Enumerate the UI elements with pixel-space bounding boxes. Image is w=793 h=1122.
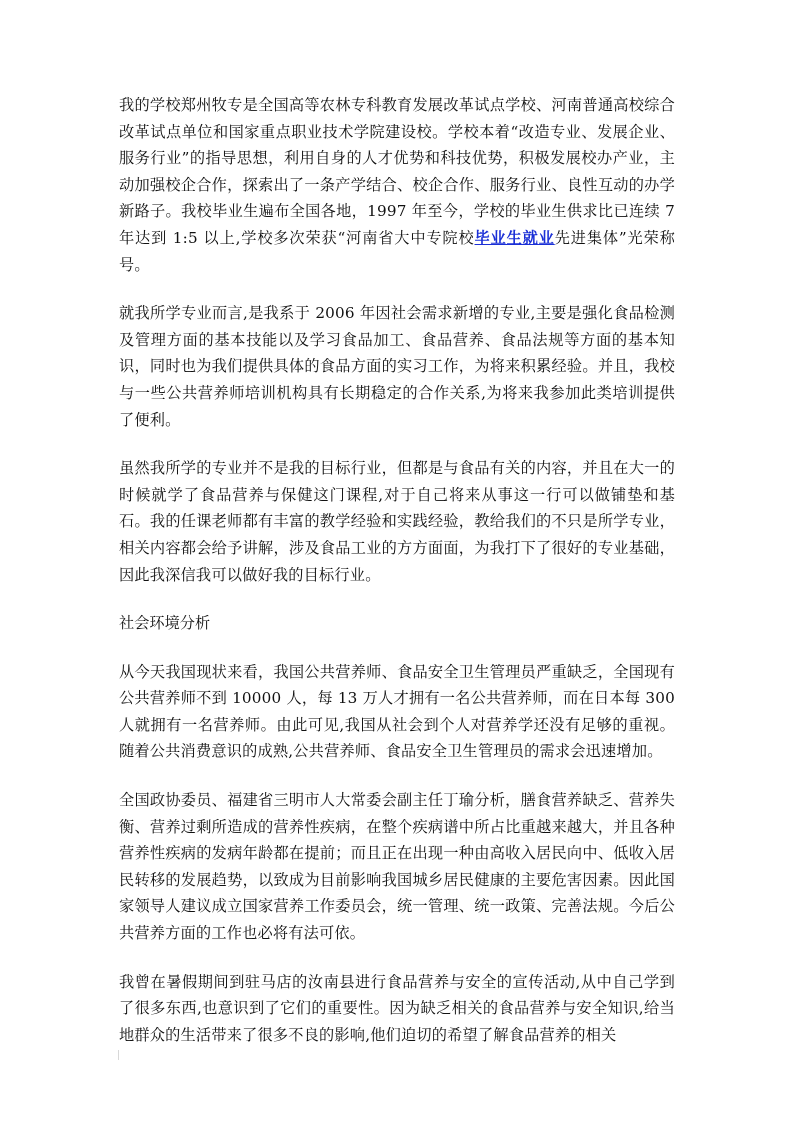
- paragraph-expert-analysis: 全国政协委员、福建省三明市人大常委会副主任丁瑜分析，膳食营养缺乏、营养失衡、营养过剩所造成的营养性疾病，在整个疾病谱中所占比重越来越大，并且各种营养性疾病的发病年龄都在提前；而且正在出现一种由高收入居民向中、低收入居民转移的发展趋势，以致成为目前影响我国城乡居民健康的主要危害因素。因此国家领导人建议成立国家营养工作委员会，统一管理、统一政策、完善法规。今后公共营养方面的工作也必将有法可依。: [119, 791, 675, 943]
- page-corner-mark: [118, 1050, 119, 1060]
- paragraph-school-intro: [119, 92, 675, 278]
- paragraph-school-intro-text: 我的学校郑州牧专是全国高等农林专科教育发展改革试点学校、河南普通高校综合改革试点单位和国家重点职业技术学院建设校。学校本着“改造专业、发展企业、服务行业”的指导思想，利用自身的人才优势和科技优势，积极发展校办产业，主动加强校企合作，探索出了一条产学结合、校企合作、服务行业、良性互动的办学新路子。我校毕业生遍布全国各地，1997 年至今，学校的毕业生供求比已连续 7 年达到 1:5 以上,学校多次荣获“河南省大中专院校: [119, 96, 675, 247]
- graduate-employment-link[interactable]: 毕业生就业: [474, 228, 555, 247]
- paragraph-major-relevance: 虽然我所学的专业并不是我的目标行业，但都是与食品有关的内容，并且在大一的时候就学了食品营养与保健这门课程,对于自己将来从事这一行可以做铺垫和基石。我的任课老师都有丰富的教学经验和实践经验，教给我们的不只是所学专业，相关内容都会给予讲解，涉及食品工业的方方面面，为我打下了很好的专业基础，因此我深信我可以做好我的目标行业。: [119, 459, 675, 584]
- document-body: [119, 92, 675, 1070]
- paragraph-current-status: 从今天我国现状来看，我国公共营养师、食品安全卫生管理员严重缺乏，全国现有公共营养师不到 10000 人，每 13 万人才拥有一名公共营养师，而在日本每 300人就拥有一名营养师。由此可见,我国从社会到个人对营养学还没有足够的重视。随着公共消费意识的成熟,公共营养师、食品安全卫生管理员的需求会迅速增加。: [119, 662, 675, 761]
- paragraph-school-intro-end: 先进集体”光荣称号。: [119, 228, 675, 274]
- section-heading-social-environment: 社会环境分析: [119, 614, 211, 633]
- paragraph-summer-activity: 我曾在暑假期间到驻马店的汝南县进行食品营养与安全的宣传活动,从中自己学到了很多东西,也意识到了它们的重要性。因为缺乏相关的食品营养与安全知识,给当地群众的生活带来了很多不良的影响,他们迫切的希望了解食品营养的相关: [119, 972, 675, 1044]
- paragraph-major: 就我所学专业而言,是我系于 2006 年因社会需求新增的专业,主要是强化食品检测及管理方面的基本技能以及学习食品加工、食品营养、食品法规等方面的基本知识，同时也为我们提供具体的食品方面的实习工作，为将来积累经验。并且，我校与一些公共营养师培训机构具有长期稳定的合作关系,为将来我参加此类培训提供了便利。: [119, 304, 675, 429]
